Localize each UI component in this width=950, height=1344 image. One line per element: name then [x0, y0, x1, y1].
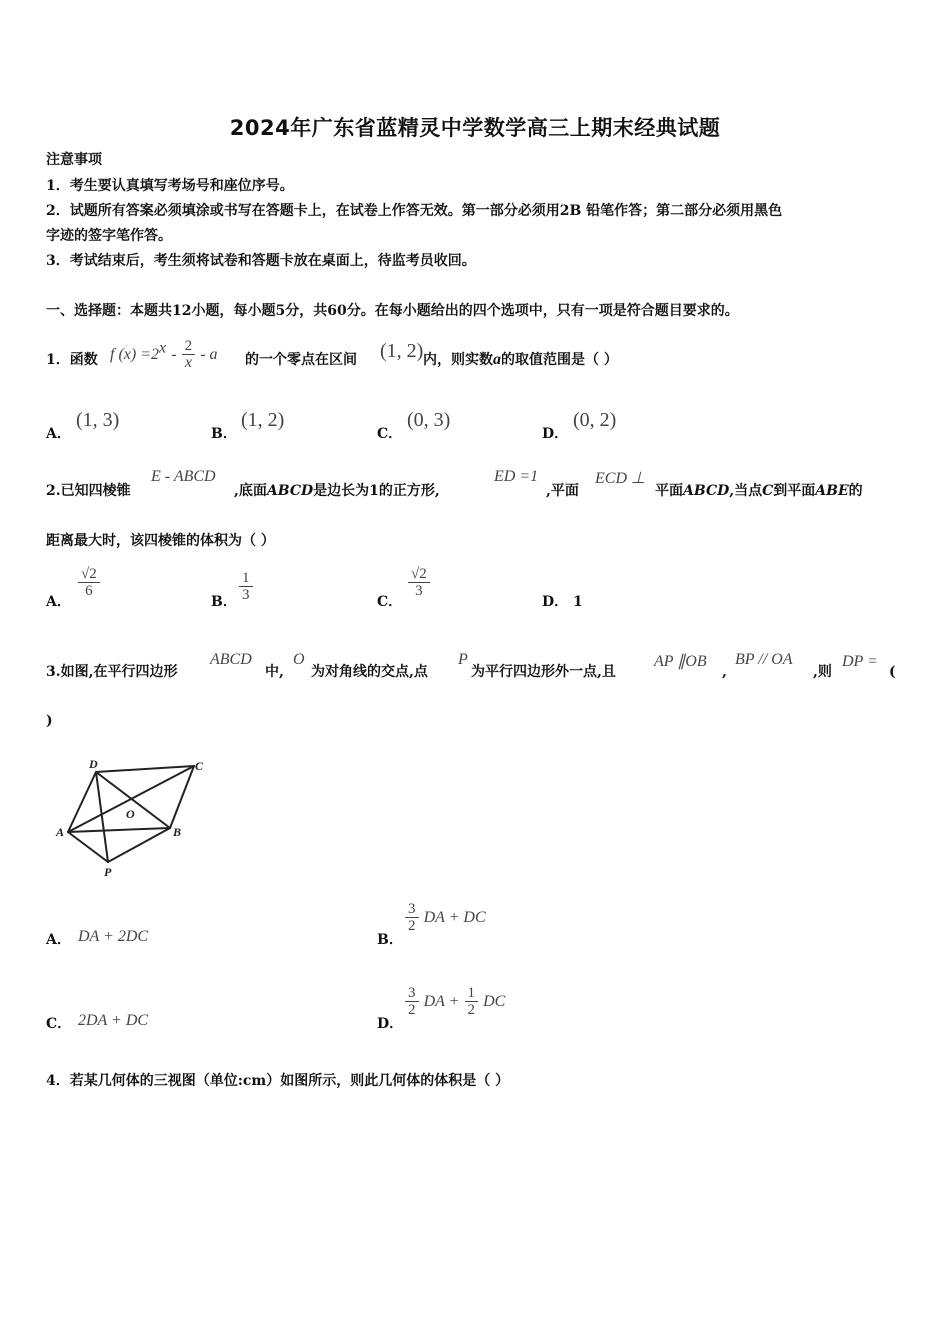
q3-option-d-label[interactable]: D．	[377, 1016, 404, 1032]
q2-text: 平面ABCD,当点C到平面ABE的	[655, 483, 863, 499]
q4-text: 4．若某几何体的三视图（单位:cm）如图所示，则此几何体的体积是（ ）	[46, 1073, 510, 1089]
q1-option-c-value: (0, 3)	[407, 409, 451, 431]
q2-option-b-label[interactable]: B．	[211, 594, 237, 610]
q2-option-a-value: $\frac{√2}{6}$	[78, 566, 100, 599]
q3-text: 中,	[265, 664, 284, 680]
q2-option-a-label[interactable]: A．	[46, 594, 71, 610]
q3-text: (	[889, 664, 896, 680]
notice-item: 2．试题所有答案必须填涂或书写在答题卡上，在试卷上作答无效。第一部分必须用2B 铅笔作答；第二部分必须用黑色	[46, 203, 783, 219]
q2-line2: 距离最大时，该四棱锥的体积为（ ）	[46, 533, 275, 549]
parallelogram-figure	[46, 750, 216, 885]
figure-edge-ad	[68, 772, 96, 832]
q3-text: 为对角线的交点,点	[311, 664, 428, 680]
notice-item: 3．考试结束后，考生须将试卷和答题卡放在桌面上，待监考员收回。	[46, 253, 476, 269]
q3-prefix: 3.如图,在平行四边形	[46, 664, 178, 680]
figure-label-d: D	[89, 757, 98, 771]
q1-text: 的一个零点在区间	[245, 352, 357, 368]
figure-edge-cb	[170, 766, 194, 828]
q1-interval: (1, 2)	[380, 340, 424, 362]
q3-text: ,则	[813, 664, 832, 680]
notice-item: 1．考生要认真填写考场号和座位序号。	[46, 178, 294, 194]
q3-bp: BP // OA	[735, 651, 793, 668]
q2-text: ,底面ABCD是边长为1的正方形,	[234, 483, 440, 499]
q2-prefix: 2.已知四棱锥	[46, 483, 131, 499]
q2-option-b-value: $\frac{1}{3}$	[239, 570, 253, 603]
page-title: 2024年广东省蓝精灵中学数学高三上期末经典试题	[229, 116, 721, 140]
q3-dp: DP =	[842, 653, 878, 670]
q1-formula: f $(x) =2^x$ - $\frac{2}{x}$ - a	[110, 338, 218, 371]
q1-text: 内，则实数a的取值范围是（ ）	[423, 351, 618, 368]
q2-option-c-value: $\frac{√2}{3}$	[408, 566, 430, 599]
q1-option-c-label[interactable]: C．	[377, 426, 403, 442]
q2-ecd: ECD ⊥	[595, 470, 645, 487]
q2-option-c-label[interactable]: C．	[377, 594, 403, 610]
q3-text: 为平行四边形外一点,且	[471, 664, 616, 680]
section-heading: 一、选择题：本题共12小题，每小题5分，共60分。在每小题给出的四个选项中，只有一项是符合题目要求的。	[46, 303, 739, 319]
figure-edge-ba	[68, 828, 170, 832]
q2-option-d-label[interactable]: D． 1	[542, 594, 583, 610]
q3-option-b-value: $\frac{3}{2}$ DA + DC	[405, 901, 486, 934]
figure-label-a: A	[56, 825, 65, 839]
figure-label-o: O	[126, 807, 135, 821]
q3-option-c-value: 2DA + DC	[78, 1012, 149, 1029]
q2-pyramid: E - ABCD	[151, 468, 216, 485]
q1-option-a-label[interactable]: A．	[46, 426, 71, 442]
figure-label-c: C	[195, 759, 204, 773]
figure-edge-pb	[108, 828, 170, 862]
q1-option-a-value: (1, 3)	[76, 409, 120, 431]
q3-option-a-value: DA + 2DC	[78, 928, 149, 945]
q3-p: P	[458, 651, 468, 668]
q3-option-d-value: $\frac{3}{2}$ DA + $\frac{1}{2}$ DC	[405, 985, 505, 1018]
q3-text: ,	[722, 664, 727, 680]
figure-label-p: P	[104, 865, 112, 879]
q3-o: O	[293, 651, 305, 668]
q1-option-b-label[interactable]: B．	[211, 426, 237, 442]
q1-option-d-label[interactable]: D．	[542, 426, 569, 442]
q3-ap: AP ∥OB	[654, 653, 707, 670]
q3-text: )	[46, 713, 53, 729]
figure-edge-ap	[68, 832, 108, 862]
notice-item: 字迹的签字笔作答。	[46, 228, 172, 244]
q1-prefix: 1．函数	[46, 352, 98, 368]
q3-option-a-label[interactable]: A．	[46, 932, 71, 948]
notice-heading: 注意事项	[46, 152, 102, 168]
figure-label-b: B	[173, 825, 182, 839]
q3-option-b-label[interactable]: B．	[377, 932, 403, 948]
figure-edge-dc	[96, 766, 194, 772]
q1-option-b-value: (1, 2)	[241, 409, 285, 431]
q3-option-c-label[interactable]: C．	[46, 1016, 72, 1032]
q3-abcd: ABCD	[210, 651, 252, 668]
q1-option-d-value: (0, 2)	[573, 409, 617, 431]
q2-ed: ED =1	[494, 468, 539, 485]
q2-text: ,平面	[546, 483, 579, 499]
